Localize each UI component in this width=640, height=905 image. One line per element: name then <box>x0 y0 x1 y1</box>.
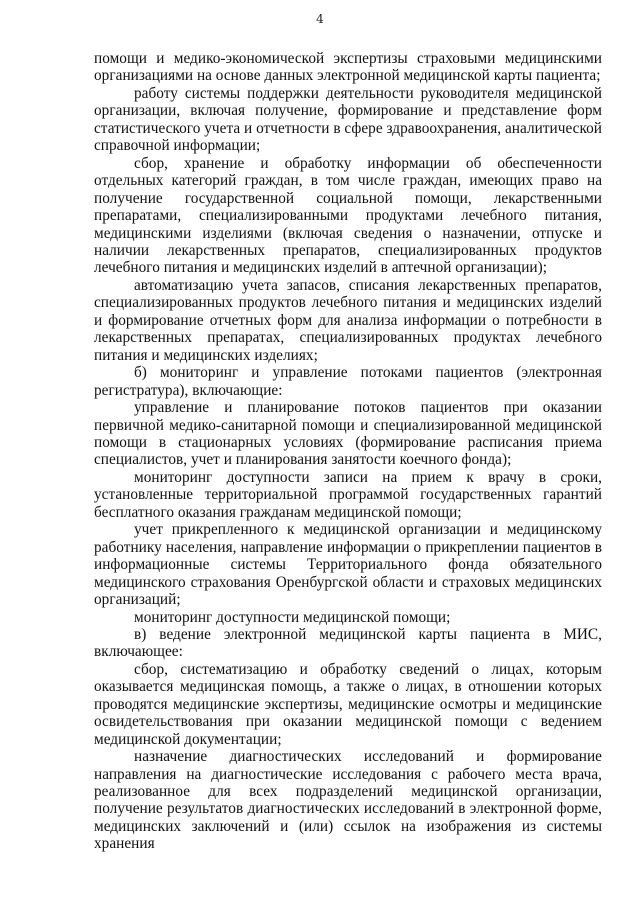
page-number: 4 <box>316 12 324 26</box>
paragraph: сбор, систематизацию и обработку сведений о лицах, которым оказывается медицинская помощь, а также о лицах, в отношении которых проводятся медицинские экспертизы, медицинские осмотры и медицинские освидетельствования при оказании медицинской помощи с ведением медицинской документации; <box>94 660 602 748</box>
paragraph: управление и планирование потоков пациентов при оказании первичной медико-санитарной помощи и специализированной медицинской помощи в стационарных условиях (формирование расписания приема специалистов, учет и планирования занятости коечного фонда); <box>94 399 602 469</box>
paragraph: автоматизацию учета запасов, списания лекарственных препаратов, специализированных продуктов лечебного питания и медицинских изделий и формирование отчетных форм для анализа информации о потребности в лекарственных препаратах, специализированных продуктах лечебного питания и медицинских изделиях; <box>94 276 602 364</box>
document-body <box>94 50 602 853</box>
paragraph: в) ведение электронной медицинской карты пациента в МИС, включающее: <box>94 625 602 661</box>
paragraph: сбор, хранение и обработку информации об обеспеченности отдельных категорий граждан, в том числе граждан, имеющих право на получение государственной социальной помощи, лекарственными препаратами, специализированными продуктами лечебного питания, медицинскими изделиями (включая сведения о назначении, отпуске и наличии лекарственных препаратов, специализированных продуктов лечебного питания и медицинских изделий в аптечной организации); <box>94 154 602 277</box>
paragraph: учет прикрепленного к медицинской организации и медицинскому работнику населения, направление информации о прикреплении пациентов в информационные системы Территориального фонда обязательного медицинского страхования Оренбургской области и страховых медицинских организаций; <box>94 521 602 609</box>
paragraph: б) мониторинг и управление потоками пациентов (электронная регистратура), включающие: <box>94 364 602 399</box>
paragraph: мониторинг доступности медицинской помощи; <box>134 608 451 626</box>
paragraph: мониторинг доступности записи на прием к врачу в сроки, установленные территориальной программой государственных гарантий бесплатного оказания гражданам медицинской помощи; <box>94 468 602 521</box>
paragraph: помощи и медико-экономической экспертизы страховыми медицинскими организациями на основе данных электронной медицинской карты пациента; <box>94 50 602 85</box>
paragraph: работу системы поддержки деятельности руководителя медицинской организации, включая получение, формирование и представление форм статистического учета и отчетности в сфере здравоохранения, аналитической справочной информации; <box>94 84 602 155</box>
paragraph: назначение диагностических исследований и формирование направления на диагностические исследования с рабочего места врача, реализованное для всех подразделений медицинской организации, получение результатов диагностических исследований в электронной форме, медицинских заключений и (или) ссылок на изображения из системы хранения <box>94 748 602 853</box>
